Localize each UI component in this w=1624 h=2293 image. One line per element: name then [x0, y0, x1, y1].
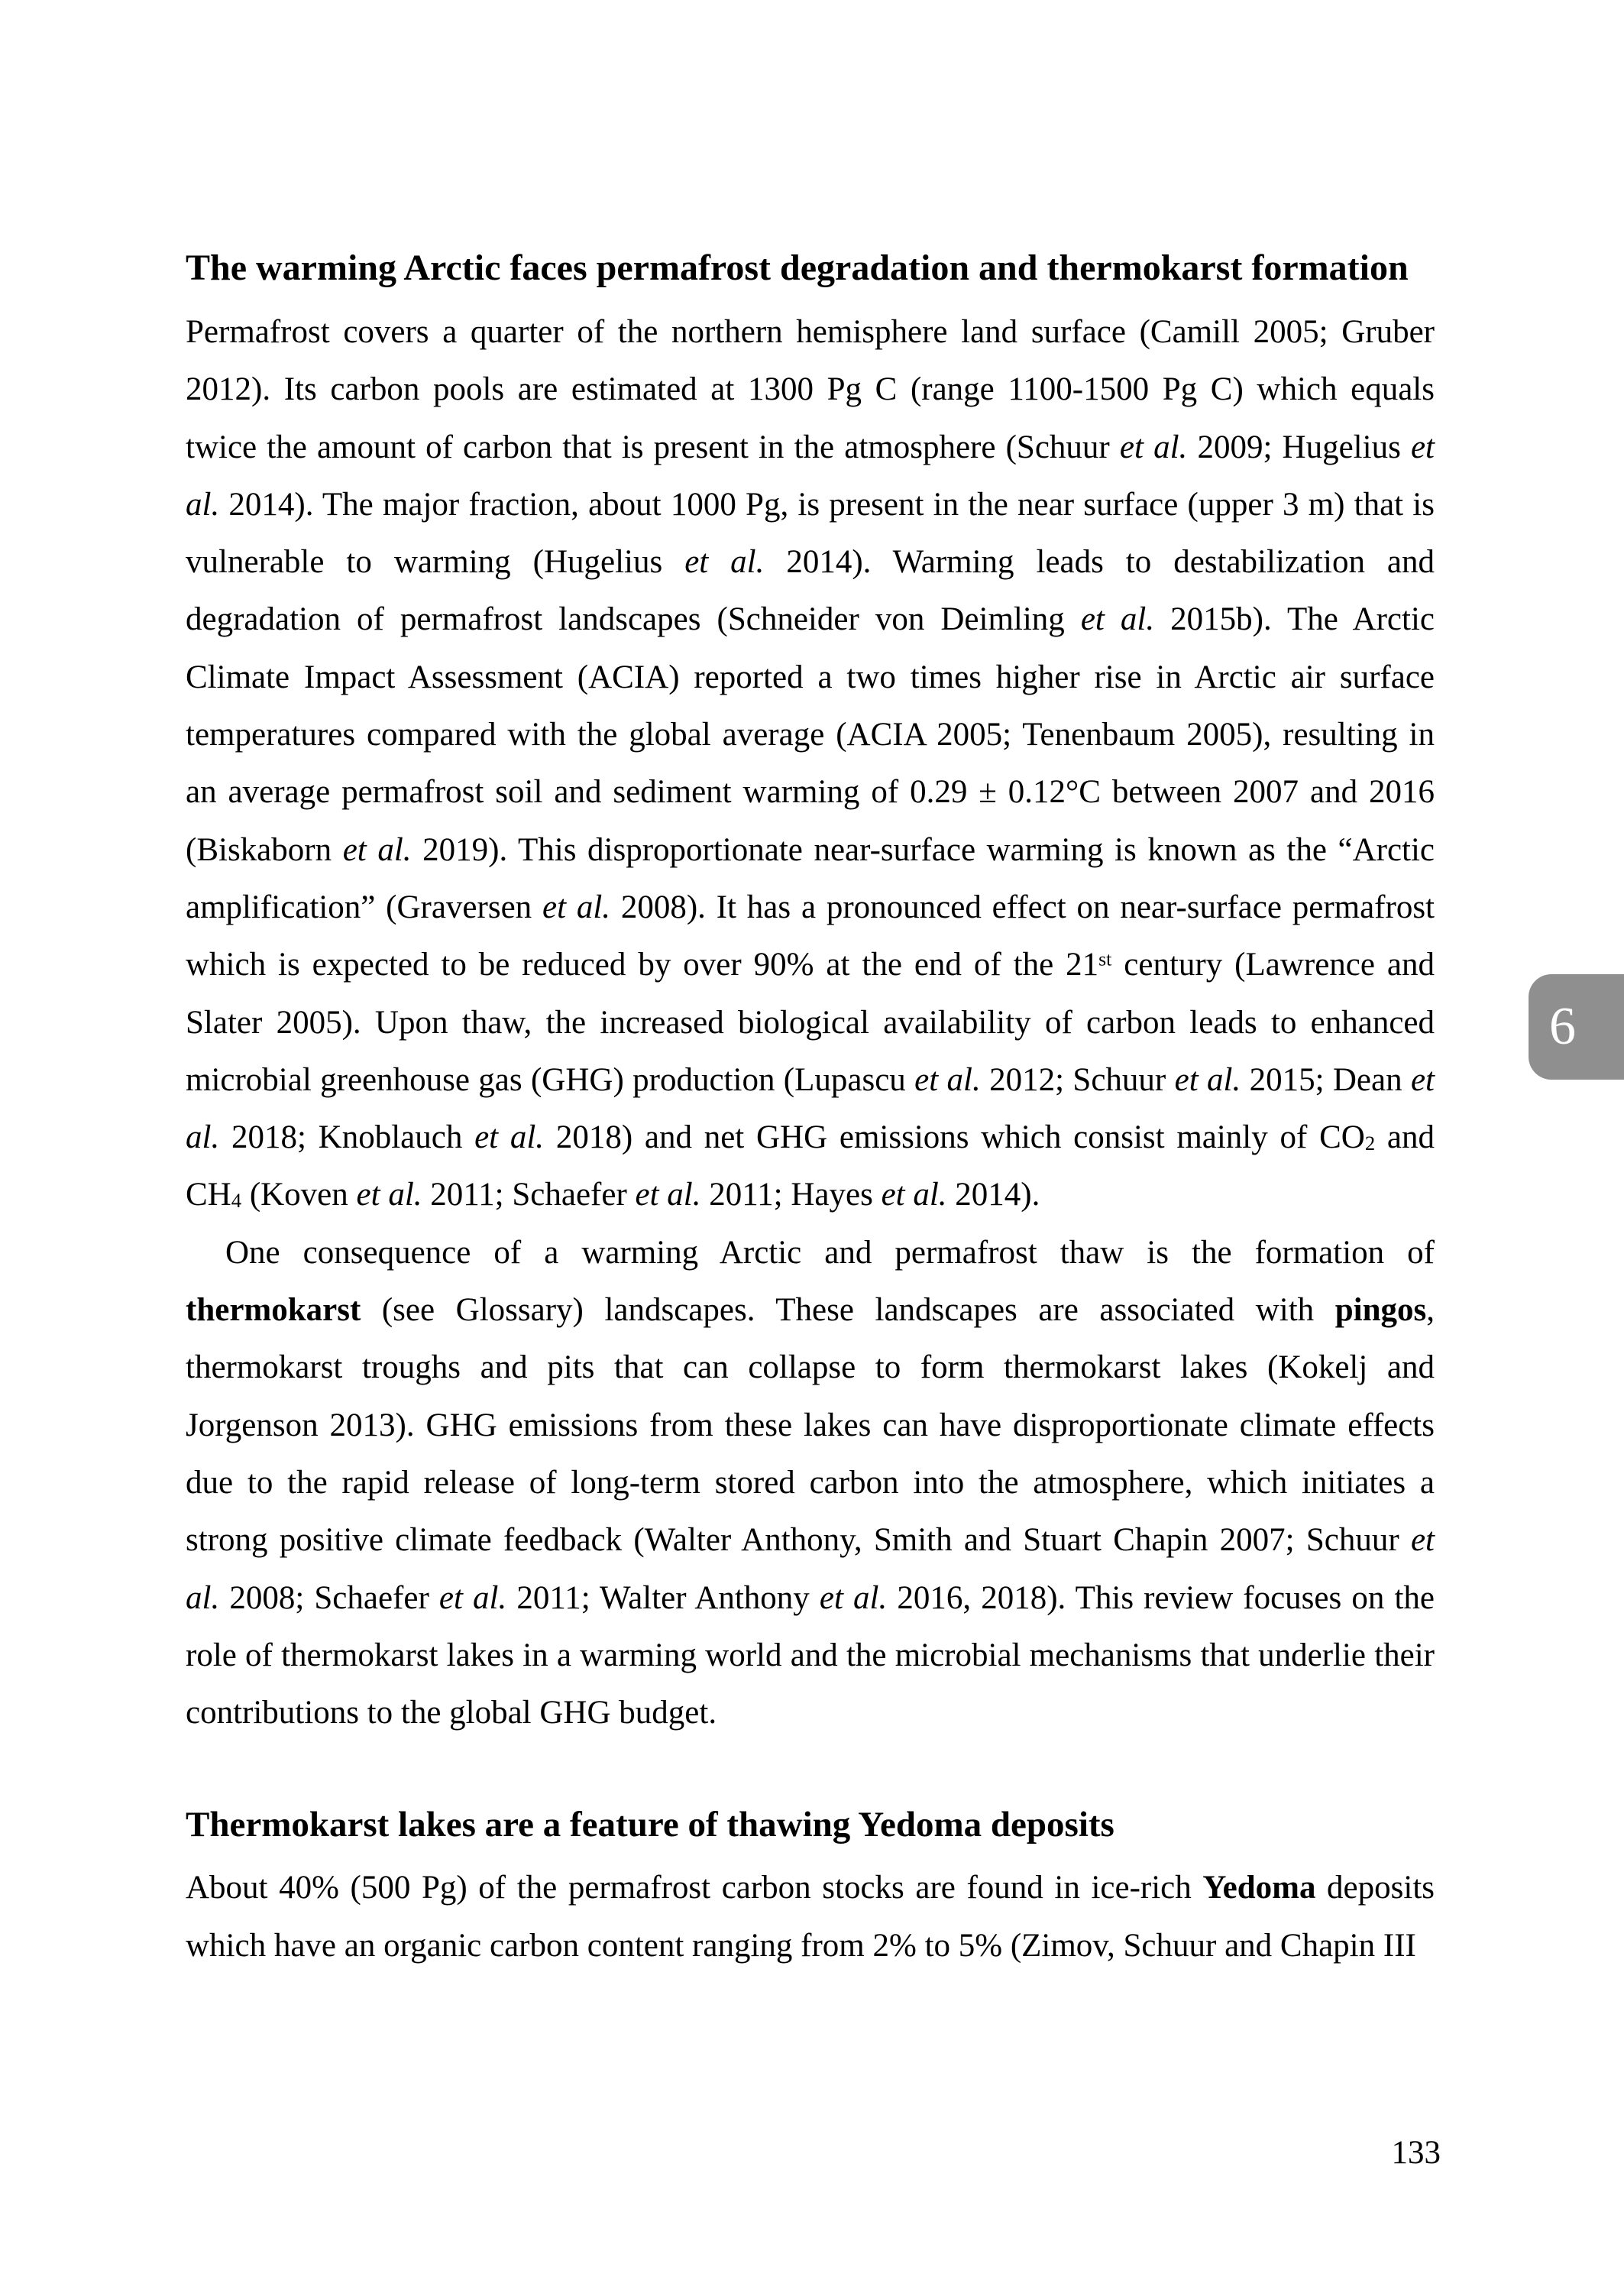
text-segment-sup: st: [1098, 947, 1112, 970]
text-segment-sub: 4: [231, 1189, 242, 1213]
paragraph: Permafrost covers a quarter of the northern hemisphere land surface (Camill 2005; Gruber 2012). Its carbon pools are estimated at 1300 Pg C (range 1100-1500 Pg C) which equals twice the amount of carbon that is present in the atmosphere (Schuur et al. 2009; Hugelius et al. 2014). The major fraction, about 1000 Pg, is present in the near surface (upper 3 m) that is vulnerable to warming (Hugelius et al. 2014). Warming leads to destabilization and degradation of permafrost landscapes (Schneider von Deimling et al. 2015b). The Arctic Climate Impact Assessment (ACIA) reported a two times higher rise in Arctic air surface temperatures compared with the global average (ACIA 2005; Tenenbaum 2005), resulting in an average permafrost soil and sediment warming of 0.29 ± 0.12°C between 2007 and 2016 (Biskaborn et al. 2019). This disproportionate near-surface warming is known as the “Arctic amplification” (Graversen et al. 2008). It has a pronounced effect on near-surface permafrost which is expected to be reduced by over 90% at the end of the 21st century (Lawrence and Slater 2005). Upon thaw, the increased biological availability of carbon leads to enhanced microbial greenhouse gas (GHG) production (Lupascu et al. 2012; Schuur et al. 2015; Dean et al. 2018; Knoblauch et al. 2018) and net GHG emissions which consist mainly of CO2 and CH4 (Koven et al. 2011; Schaefer et al. 2011; Hayes et al. 2014).: [186, 314, 1435, 1213]
chapter-tab-number: 6: [1549, 997, 1576, 1056]
text-segment-i: et al.: [542, 889, 611, 925]
text-segment-i: et al.: [1174, 1061, 1241, 1098]
text-segment-i: et al.: [356, 1177, 422, 1213]
paragraph-group-intro: [186, 303, 1435, 1741]
text-segment-i: et al.: [1080, 601, 1155, 638]
text-segment-i: al.: [377, 831, 412, 868]
text-segment-i: et al.: [684, 544, 765, 581]
section-heading-yedoma: Thermokarst lakes are a feature of thawing Yedoma deposits: [186, 1805, 1114, 1845]
text-segment-i: et: [342, 831, 367, 868]
text-segment-i: et al.: [635, 1177, 701, 1213]
text-segment-i: et al.: [474, 1119, 545, 1156]
section-heading-permafrost: The warming Arctic faces permafrost degradation and thermokarst formation: [186, 248, 1409, 288]
text-segment-i: et al.: [186, 1522, 1435, 1616]
page-number: 133: [1391, 2135, 1441, 2171]
paragraph-group-yedoma: [186, 1859, 1435, 1974]
text-segment-b: Yedoma: [1202, 1870, 1316, 1906]
chapter-tab: [1529, 974, 1624, 1080]
text-segment-b: thermokarst: [186, 1292, 361, 1329]
text-segment-i: et al.: [914, 1061, 981, 1098]
text-segment-i: et al.: [881, 1177, 947, 1213]
text-segment-b: pingos: [1334, 1292, 1427, 1329]
text-segment-i: et al.: [186, 1061, 1435, 1156]
text-segment-sub: 2: [1364, 1132, 1376, 1155]
text-segment-i: et al.: [438, 1579, 507, 1616]
text-segment-i: et al.: [819, 1579, 888, 1616]
text-column: [186, 0, 1435, 1974]
text-segment-i: et al.: [186, 429, 1435, 523]
paragraph: One consequence of a warming Arctic and permafrost thaw is the formation of thermokarst (see Glossary) landscapes. These landscapes are associated with pingos, thermokarst troughs and pits that can collapse to form thermokarst lakes (Kokelj and Jorgenson 2013). GHG emissions from these lakes can have disproportionate climate effects due to the rapid release of long-term stored carbon into the atmosphere, which initiates a strong positive climate feedback (Walter Anthony, Smith and Stuart Chapin 2007; Schuur et al. 2008; Schaefer et al. 2011; Walter Anthony et al. 2016, 2018). This review focuses on the role of thermokarst lakes in a warming world and the microbial mechanisms that underlie their contributions to the global GHG budget.: [186, 1234, 1435, 1731]
text-segment-i: et al.: [1119, 429, 1188, 465]
paragraph: About 40% (500 Pg) of the permafrost carbon stocks are found in ice-rich Yedoma deposits which have an organic carbon content ranging from 2% to 5% (Zimov, Schuur and Chapin III: [186, 1870, 1435, 1964]
